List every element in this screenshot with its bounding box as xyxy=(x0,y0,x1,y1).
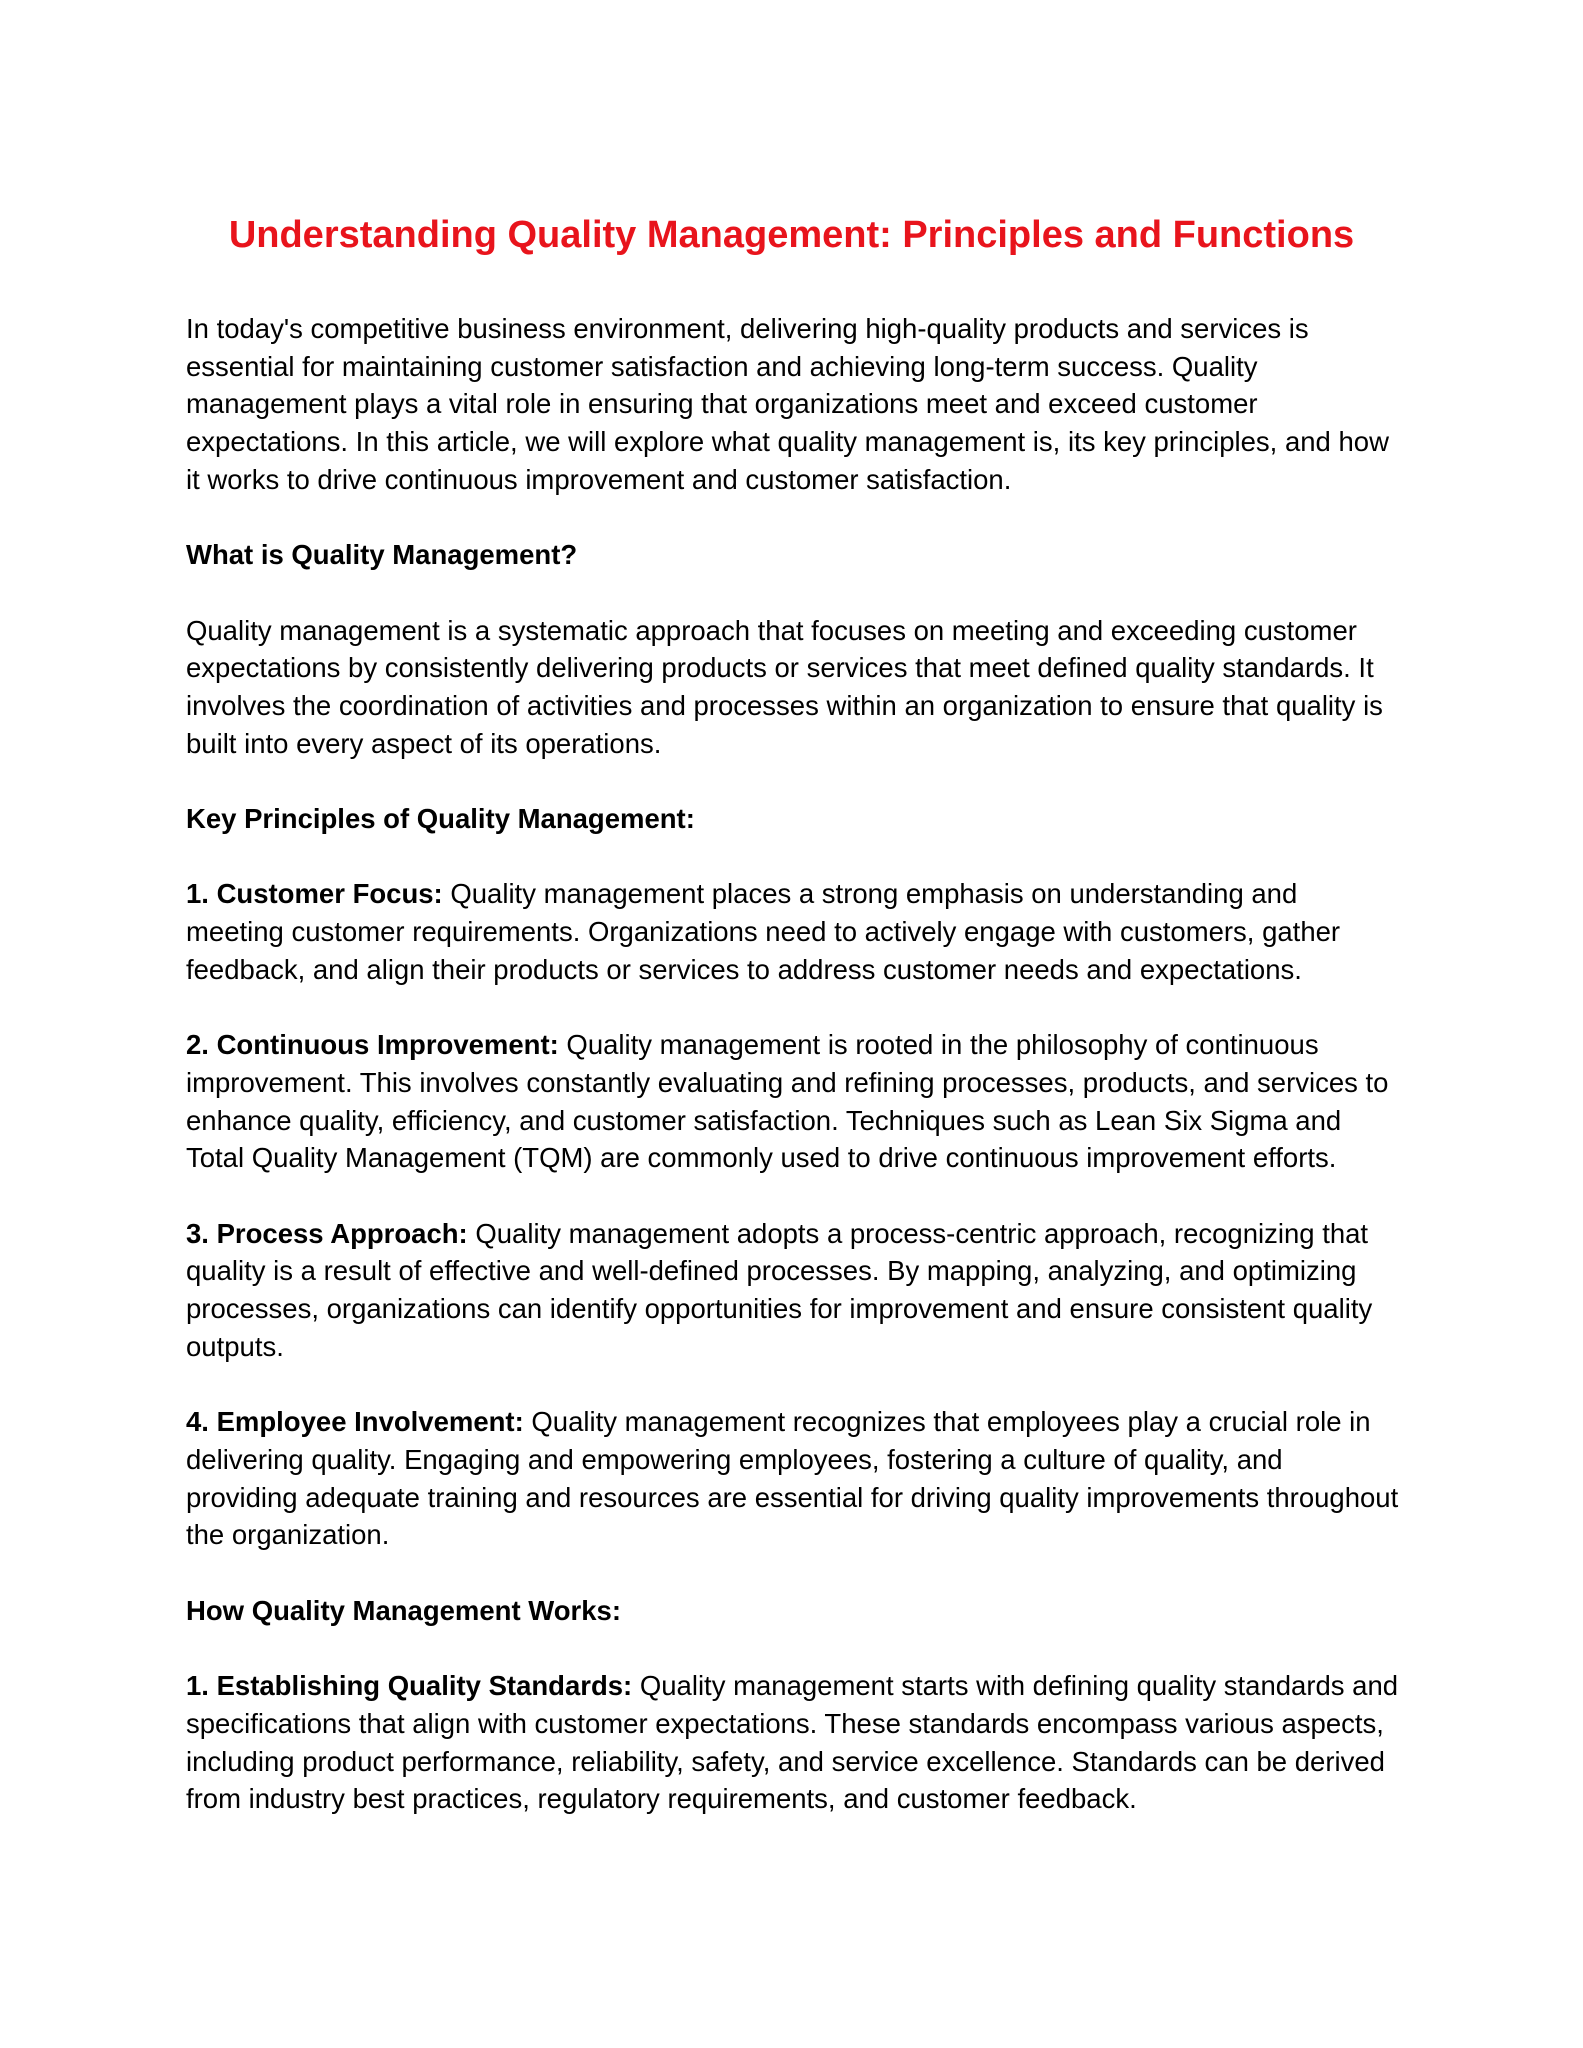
section-heading-principles: Key Principles of Quality Management: xyxy=(186,803,695,835)
article-body xyxy=(186,310,1401,1856)
principle-item-process-approach xyxy=(186,1215,1401,1366)
intro-paragraph: In today's competitive business environment, delivering high-quality products and services is essential for maintaining customer satisfaction and achieving long-term success. Quality management plays a vital role in ensuring that organizations meet and exceed customer expectations. In this article, we will explore what quality management is, its key principles, and how it works to drive continuous improvement and customer satisfaction. xyxy=(186,313,1389,495)
what-paragraph: Quality management is a systematic approach that focuses on meeting and exceeding customer expectations by consistently delivering products or services that meet defined quality standards. It involves the coordination of activities and processes within an organization to ensure that quality is built into every aspect of its operations. xyxy=(186,614,1383,759)
principle-item-text: Quality management places a strong emphasis on understanding and meeting customer requirements. Organizations need to actively engage with customers, gather feedback, and align their products or services to address customer needs and expectations. xyxy=(186,878,1341,985)
section-heading-how: How Quality Management Works: xyxy=(186,1594,621,1626)
page-title: Understanding Quality Management: Principles and Functions xyxy=(228,214,1355,257)
principle-item-lead: 2. Continuous Improvement: xyxy=(186,1029,559,1061)
how-item-quality-standards xyxy=(186,1667,1401,1818)
principle-item-lead: 1. Customer Focus: xyxy=(186,878,443,910)
principle-item-text: Quality management recognizes that employees play a crucial role in delivering quality. Engaging and empowering employees, fostering a culture of quality, and providing adequate training and resources are essential for driving quality improvements throughout the organization. xyxy=(186,1406,1399,1551)
how-item-lead: 1. Establishing Quality Standards: xyxy=(186,1670,633,1702)
principle-item-customer-focus xyxy=(186,875,1401,988)
principle-item-continuous-improvement xyxy=(186,1026,1401,1177)
principle-item-employee-involvement xyxy=(186,1403,1401,1554)
how-item-text: Quality management starts with defining quality standards and specifications that align with customer expectations. These standards encompass various aspects, including product performance, reliability, safety, and service excellence. Standards can be derived from industry best practices, regulatory requirements, and customer feedback. xyxy=(186,1670,1399,1815)
principle-item-lead: 3. Process Approach: xyxy=(186,1217,468,1249)
section-heading-what: What is Quality Management? xyxy=(186,539,578,571)
principle-item-text: Quality management is rooted in the philosophy of continuous improvement. This involves constantly evaluating and refining processes, products, and services to enhance quality, efficiency, and customer satisfaction. Techniques such as Lean Six Sigma and Total Quality Management (TQM) are commonly used to drive continuous improvement efforts. xyxy=(186,1029,1389,1174)
principle-item-lead: 4. Employee Involvement: xyxy=(186,1406,524,1438)
principle-item-text: Quality management adopts a process-centric approach, recognizing that quality is a result of effective and well-defined processes. By mapping, analyzing, and optimizing processes, organizations can identify opportunities for improvement and ensure consistent quality outputs. xyxy=(186,1217,1373,1362)
